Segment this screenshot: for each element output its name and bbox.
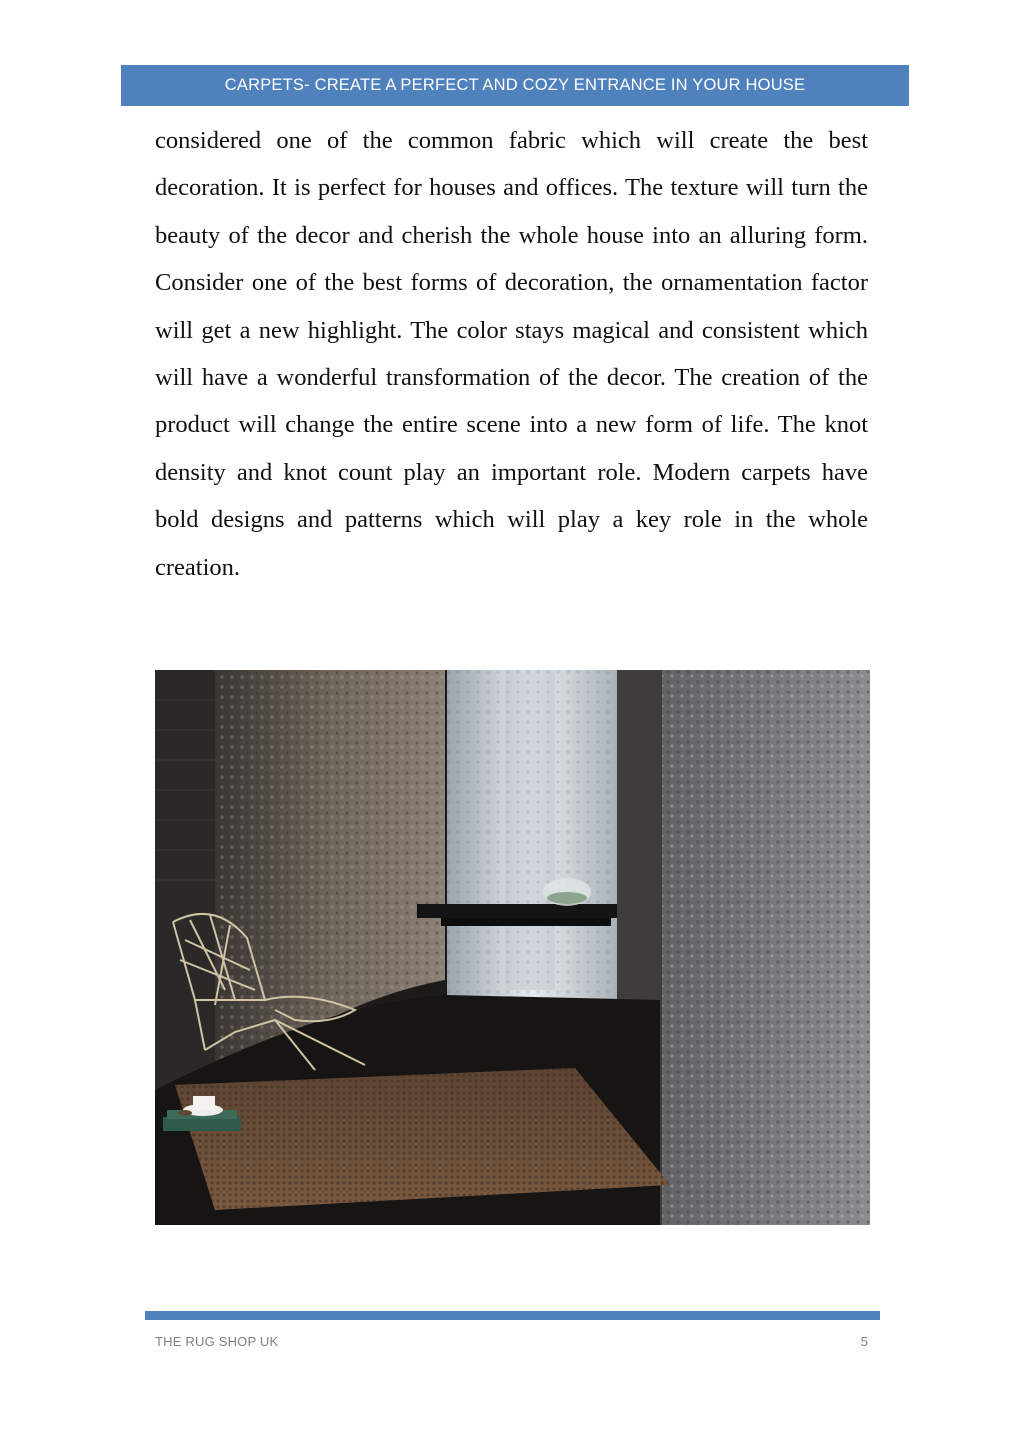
interior-photo-illustration [155, 670, 870, 1225]
header-title: CARPETS- CREATE A PERFECT AND COZY ENTRANCE IN YOUR HOUSE [224, 76, 806, 94]
footer-company-name: THE RUG SHOP UK [155, 1334, 279, 1349]
page-number: 5 [860, 1334, 868, 1349]
header-bar [121, 65, 909, 106]
footer-rule [145, 1311, 880, 1320]
body-paragraph: considered one of the common fabric which will create the best decoration. It is perfect for houses and offices. The texture will turn the beauty of the decor and cherish the whole house into an alluring form. Consider one of the best forms of decoration, the ornamentation factor will get a new highlight. The color stays magical and consistent which will have a wonderful transformation of the decor. The creation of the product will change the entire scene into a new form of life. The knot density and knot count play an important role. Modern carpets have bold designs and patterns which will play a key role in the whole creation. [155, 127, 868, 581]
interior-photo [155, 670, 870, 1225]
